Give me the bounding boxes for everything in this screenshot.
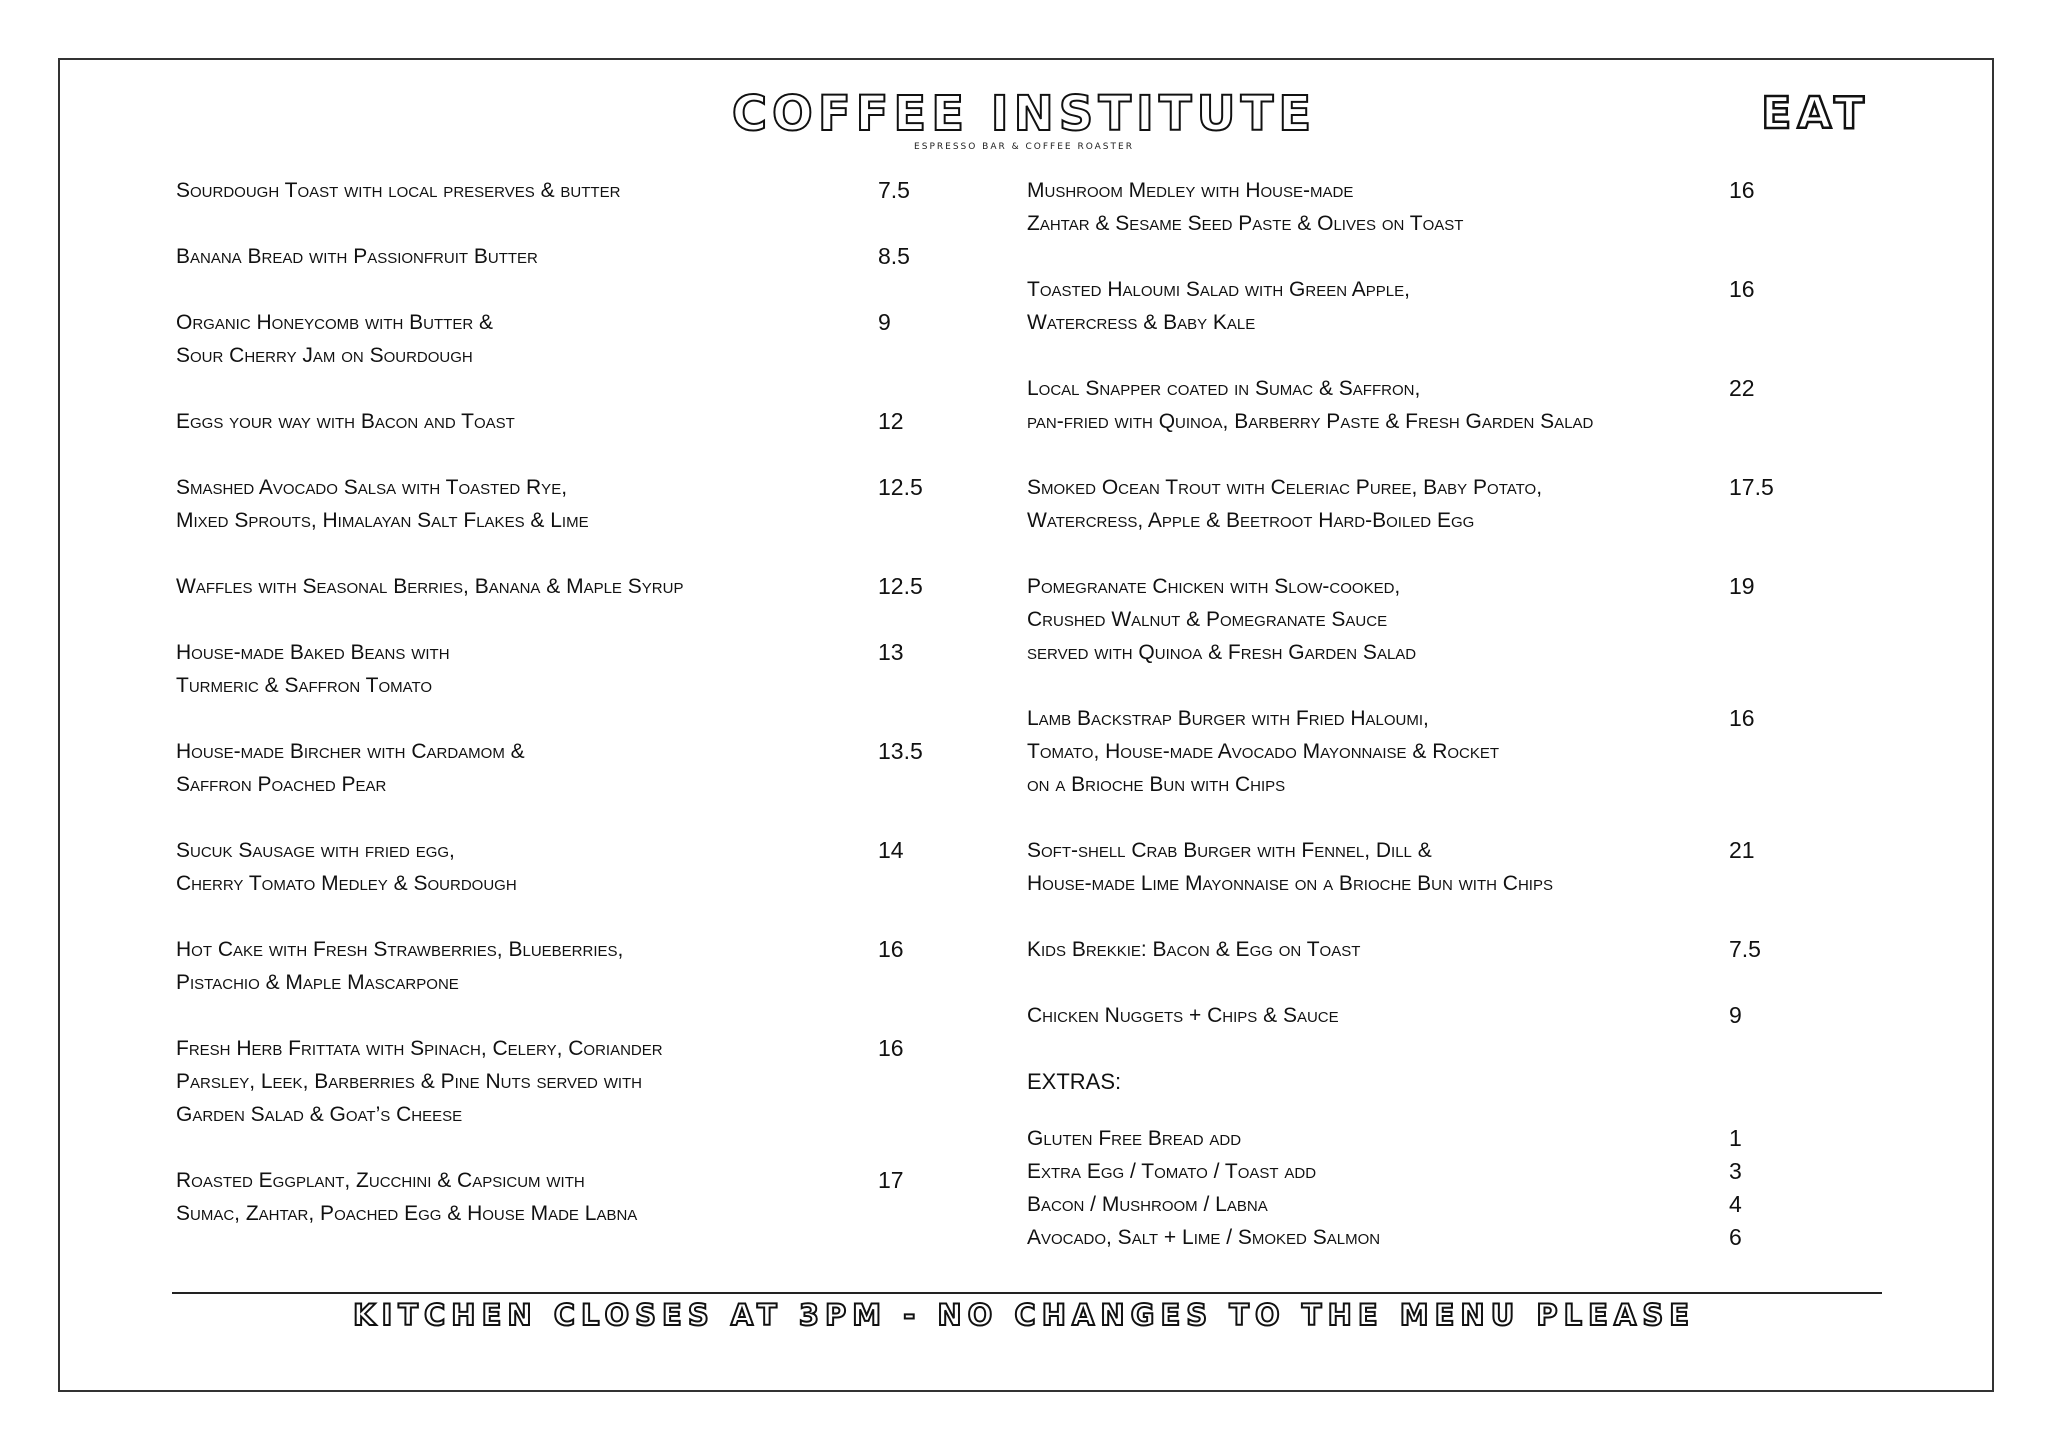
- extra-item-label: Avocado, Salt + Lime / Smoked Salmon: [1027, 1226, 1381, 1249]
- menu-item-line: Local Snapper coated in Sumac & Saffron,: [1027, 377, 1421, 400]
- menu-item-price: 16: [1729, 705, 1755, 731]
- menu-item-line: Parsley, Leek, Barberries & Pine Nuts served with: [176, 1070, 643, 1093]
- menu-item: [1027, 999, 1827, 1032]
- menu-item-line: Lamb Backstrap Burger with Fried Haloumi,: [1027, 707, 1429, 730]
- menu-item-line: Saffron Poached Pear: [176, 773, 387, 796]
- menu-item: [176, 471, 976, 537]
- menu-item: [176, 735, 976, 801]
- menu-item-line: Smashed Avocado Salsa with Toasted Rye,: [176, 476, 568, 499]
- menu-item: [176, 1032, 976, 1131]
- menu-item-price: 9: [878, 309, 891, 335]
- menu-item-price: 7.5: [1729, 936, 1761, 962]
- extra-item-price: 1: [1729, 1125, 1742, 1151]
- menu-item-line: Zahtar & Sesame Seed Paste & Olives on Toast: [1027, 212, 1464, 235]
- menu-item: [1027, 273, 1827, 339]
- menu-item-description: [176, 1032, 836, 1131]
- menu-item-price: 13.5: [878, 738, 923, 764]
- menu-item-price: 22: [1729, 375, 1755, 401]
- menu-item-description: [1027, 174, 1687, 240]
- right-menu-column: [1027, 174, 1827, 1254]
- brand-tagline: ESPRESSO BAR & COFFEE ROASTER: [914, 142, 1134, 152]
- menu-item: [176, 933, 976, 999]
- menu-item-line: Hot Cake with Fresh Strawberries, Blueberries,: [176, 938, 624, 961]
- menu-item: [176, 570, 976, 603]
- brand-logo: [0, 88, 2048, 152]
- extra-item-label: Gluten Free Bread add: [1027, 1127, 1242, 1150]
- menu-item: [176, 240, 976, 273]
- menu-item: [176, 834, 976, 900]
- extra-item-label: Extra Egg / Tomato / Toast add: [1027, 1160, 1317, 1183]
- menu-item: [1027, 471, 1827, 537]
- menu-item-description: [1027, 570, 1687, 669]
- menu-item-description: [176, 240, 836, 273]
- menu-item: [1027, 702, 1827, 801]
- menu-item-line: on a Brioche Bun with Chips: [1027, 773, 1286, 796]
- menu-item-line: Watercress, Apple & Beetroot Hard-Boiled Egg: [1027, 509, 1475, 532]
- brand-name: COFFEE INSTITUTE: [731, 86, 1317, 142]
- menu-item-description: [176, 570, 836, 603]
- menu-item: [1027, 174, 1827, 240]
- menu-item-line: House-made Bircher with Cardamom &: [176, 740, 525, 763]
- menu-item-line: Fresh Herb Frittata with Spinach, Celery, Coriander: [176, 1037, 663, 1060]
- menu-item-price: 16: [1729, 177, 1755, 203]
- footer-divider: [172, 1292, 1882, 1294]
- menu-item-line: Roasted Eggplant, Zucchini & Capsicum with: [176, 1169, 585, 1192]
- menu-item-description: [176, 834, 836, 900]
- menu-item-description: [1027, 933, 1687, 966]
- right-menu-items: [1027, 174, 1827, 1032]
- menu-item-line: served with Quinoa & Fresh Garden Salad: [1027, 641, 1417, 664]
- menu-item: [176, 174, 976, 207]
- menu-item-line: Pistachio & Maple Mascarpone: [176, 971, 459, 994]
- menu-item-price: 17.5: [1729, 474, 1774, 500]
- kitchen-notice: KITCHEN CLOSES AT 3PM - NO CHANGES TO THE MENU PLEASE: [352, 1298, 1696, 1332]
- extras-list: [1027, 1122, 1827, 1254]
- menu-item-line: Sumac, Zahtar, Poached Egg & House Made Labna: [176, 1202, 638, 1225]
- menu-item-description: [176, 471, 836, 537]
- menu-item-description: [1027, 834, 1687, 900]
- menu-item-price: 12.5: [878, 573, 923, 599]
- menu-item-line: House-made Lime Mayonnaise on a Brioche Bun with Chips: [1027, 872, 1553, 895]
- menu-item-line: Banana Bread with Passionfruit Butter: [176, 245, 538, 268]
- menu-item-price: 8.5: [878, 243, 910, 269]
- menu-item-price: 21: [1729, 837, 1755, 863]
- menu-item-price: 12: [878, 408, 904, 434]
- menu-item-line: Garden Salad & Goat’s Cheese: [176, 1103, 463, 1126]
- menu-item-line: Cherry Tomato Medley & Sourdough: [176, 872, 517, 895]
- menu-item-price: 13: [878, 639, 904, 665]
- menu-item-line: Sour Cherry Jam on Sourdough: [176, 344, 473, 367]
- menu-item-line: Turmeric & Saffron Tomato: [176, 674, 433, 697]
- extra-item-price: 3: [1729, 1158, 1742, 1184]
- menu-item-line: Crushed Walnut & Pomegranate Sauce: [1027, 608, 1388, 631]
- extra-item-price: 4: [1729, 1191, 1742, 1217]
- extra-item: [1027, 1221, 1827, 1254]
- extra-item-label: Bacon / Mushroom / Labna: [1027, 1193, 1268, 1216]
- menu-item-line: pan-fried with Quinoa, Barberry Paste & Fresh Garden Salad: [1027, 410, 1594, 433]
- extras-heading: EXTRAS:: [1027, 1069, 1122, 1094]
- menu-item-description: [1027, 372, 1687, 438]
- menu-item-description: [1027, 471, 1687, 537]
- menu-item-description: [176, 174, 836, 207]
- menu-item: [1027, 834, 1827, 900]
- menu-item-line: Organic Honeycomb with Butter &: [176, 311, 494, 334]
- menu-item-description: [1027, 999, 1687, 1032]
- menu-item-price: 14: [878, 837, 904, 863]
- section-title: EAT: [1761, 88, 1870, 139]
- menu-item-description: [176, 933, 836, 999]
- menu-item-price: 16: [878, 936, 904, 962]
- menu-item-price: 9: [1729, 1002, 1742, 1028]
- menu-item-line: Waffles with Seasonal Berries, Banana & Maple Syrup: [176, 575, 684, 598]
- menu-item-price: 16: [878, 1035, 904, 1061]
- menu-item: [1027, 933, 1827, 966]
- menu-item-line: Sourdough Toast with local preserves & butter: [176, 179, 621, 202]
- menu-item: [176, 306, 976, 372]
- menu-item-description: [176, 405, 836, 438]
- extra-item-price: 6: [1729, 1224, 1742, 1250]
- menu-item-line: Eggs your way with Bacon and Toast: [176, 410, 515, 433]
- menu-item-line: Soft-shell Crab Burger with Fennel, Dill &: [1027, 839, 1432, 862]
- menu-item-line: Kids Brekkie: Bacon & Egg on Toast: [1027, 938, 1361, 961]
- menu-item-description: [176, 306, 836, 372]
- menu-item: [176, 1164, 976, 1230]
- menu-item-line: Chicken Nuggets + Chips & Sauce: [1027, 1004, 1339, 1027]
- menu-item-line: Mixed Sprouts, Himalayan Salt Flakes & Lime: [176, 509, 589, 532]
- menu-item-line: Tomato, House-made Avocado Mayonnaise & Rocket: [1027, 740, 1500, 763]
- menu-item-line: House-made Baked Beans with: [176, 641, 450, 664]
- menu-item-description: [1027, 702, 1687, 801]
- menu-item-price: 17: [878, 1167, 904, 1193]
- menu-item-description: [1027, 273, 1687, 339]
- menu-item: [176, 636, 976, 702]
- menu-item: [176, 405, 976, 438]
- menu-item-line: Mushroom Medley with House-made: [1027, 179, 1354, 202]
- menu-item: [1027, 570, 1827, 669]
- menu-item-description: [176, 636, 836, 702]
- extra-item: [1027, 1188, 1827, 1221]
- menu-item-line: Smoked Ocean Trout with Celeriac Puree, Baby Potato,: [1027, 476, 1543, 499]
- menu-item-line: Sucuk Sausage with fried egg,: [176, 839, 455, 862]
- extra-item: [1027, 1122, 1827, 1155]
- left-menu-column: [176, 174, 976, 1263]
- menu-item-price: 19: [1729, 573, 1755, 599]
- extra-item: [1027, 1155, 1827, 1188]
- menu-item-line: Watercress & Baby Kale: [1027, 311, 1256, 334]
- menu-item-description: [176, 735, 836, 801]
- menu-item: [1027, 372, 1827, 438]
- menu-item-price: 12.5: [878, 474, 923, 500]
- menu-item-price: 16: [1729, 276, 1755, 302]
- menu-item-line: Pomegranate Chicken with Slow-cooked,: [1027, 575, 1401, 598]
- menu-item-line: Toasted Haloumi Salad with Green Apple,: [1027, 278, 1410, 301]
- menu-item-description: [176, 1164, 836, 1230]
- menu-item-price: 7.5: [878, 177, 910, 203]
